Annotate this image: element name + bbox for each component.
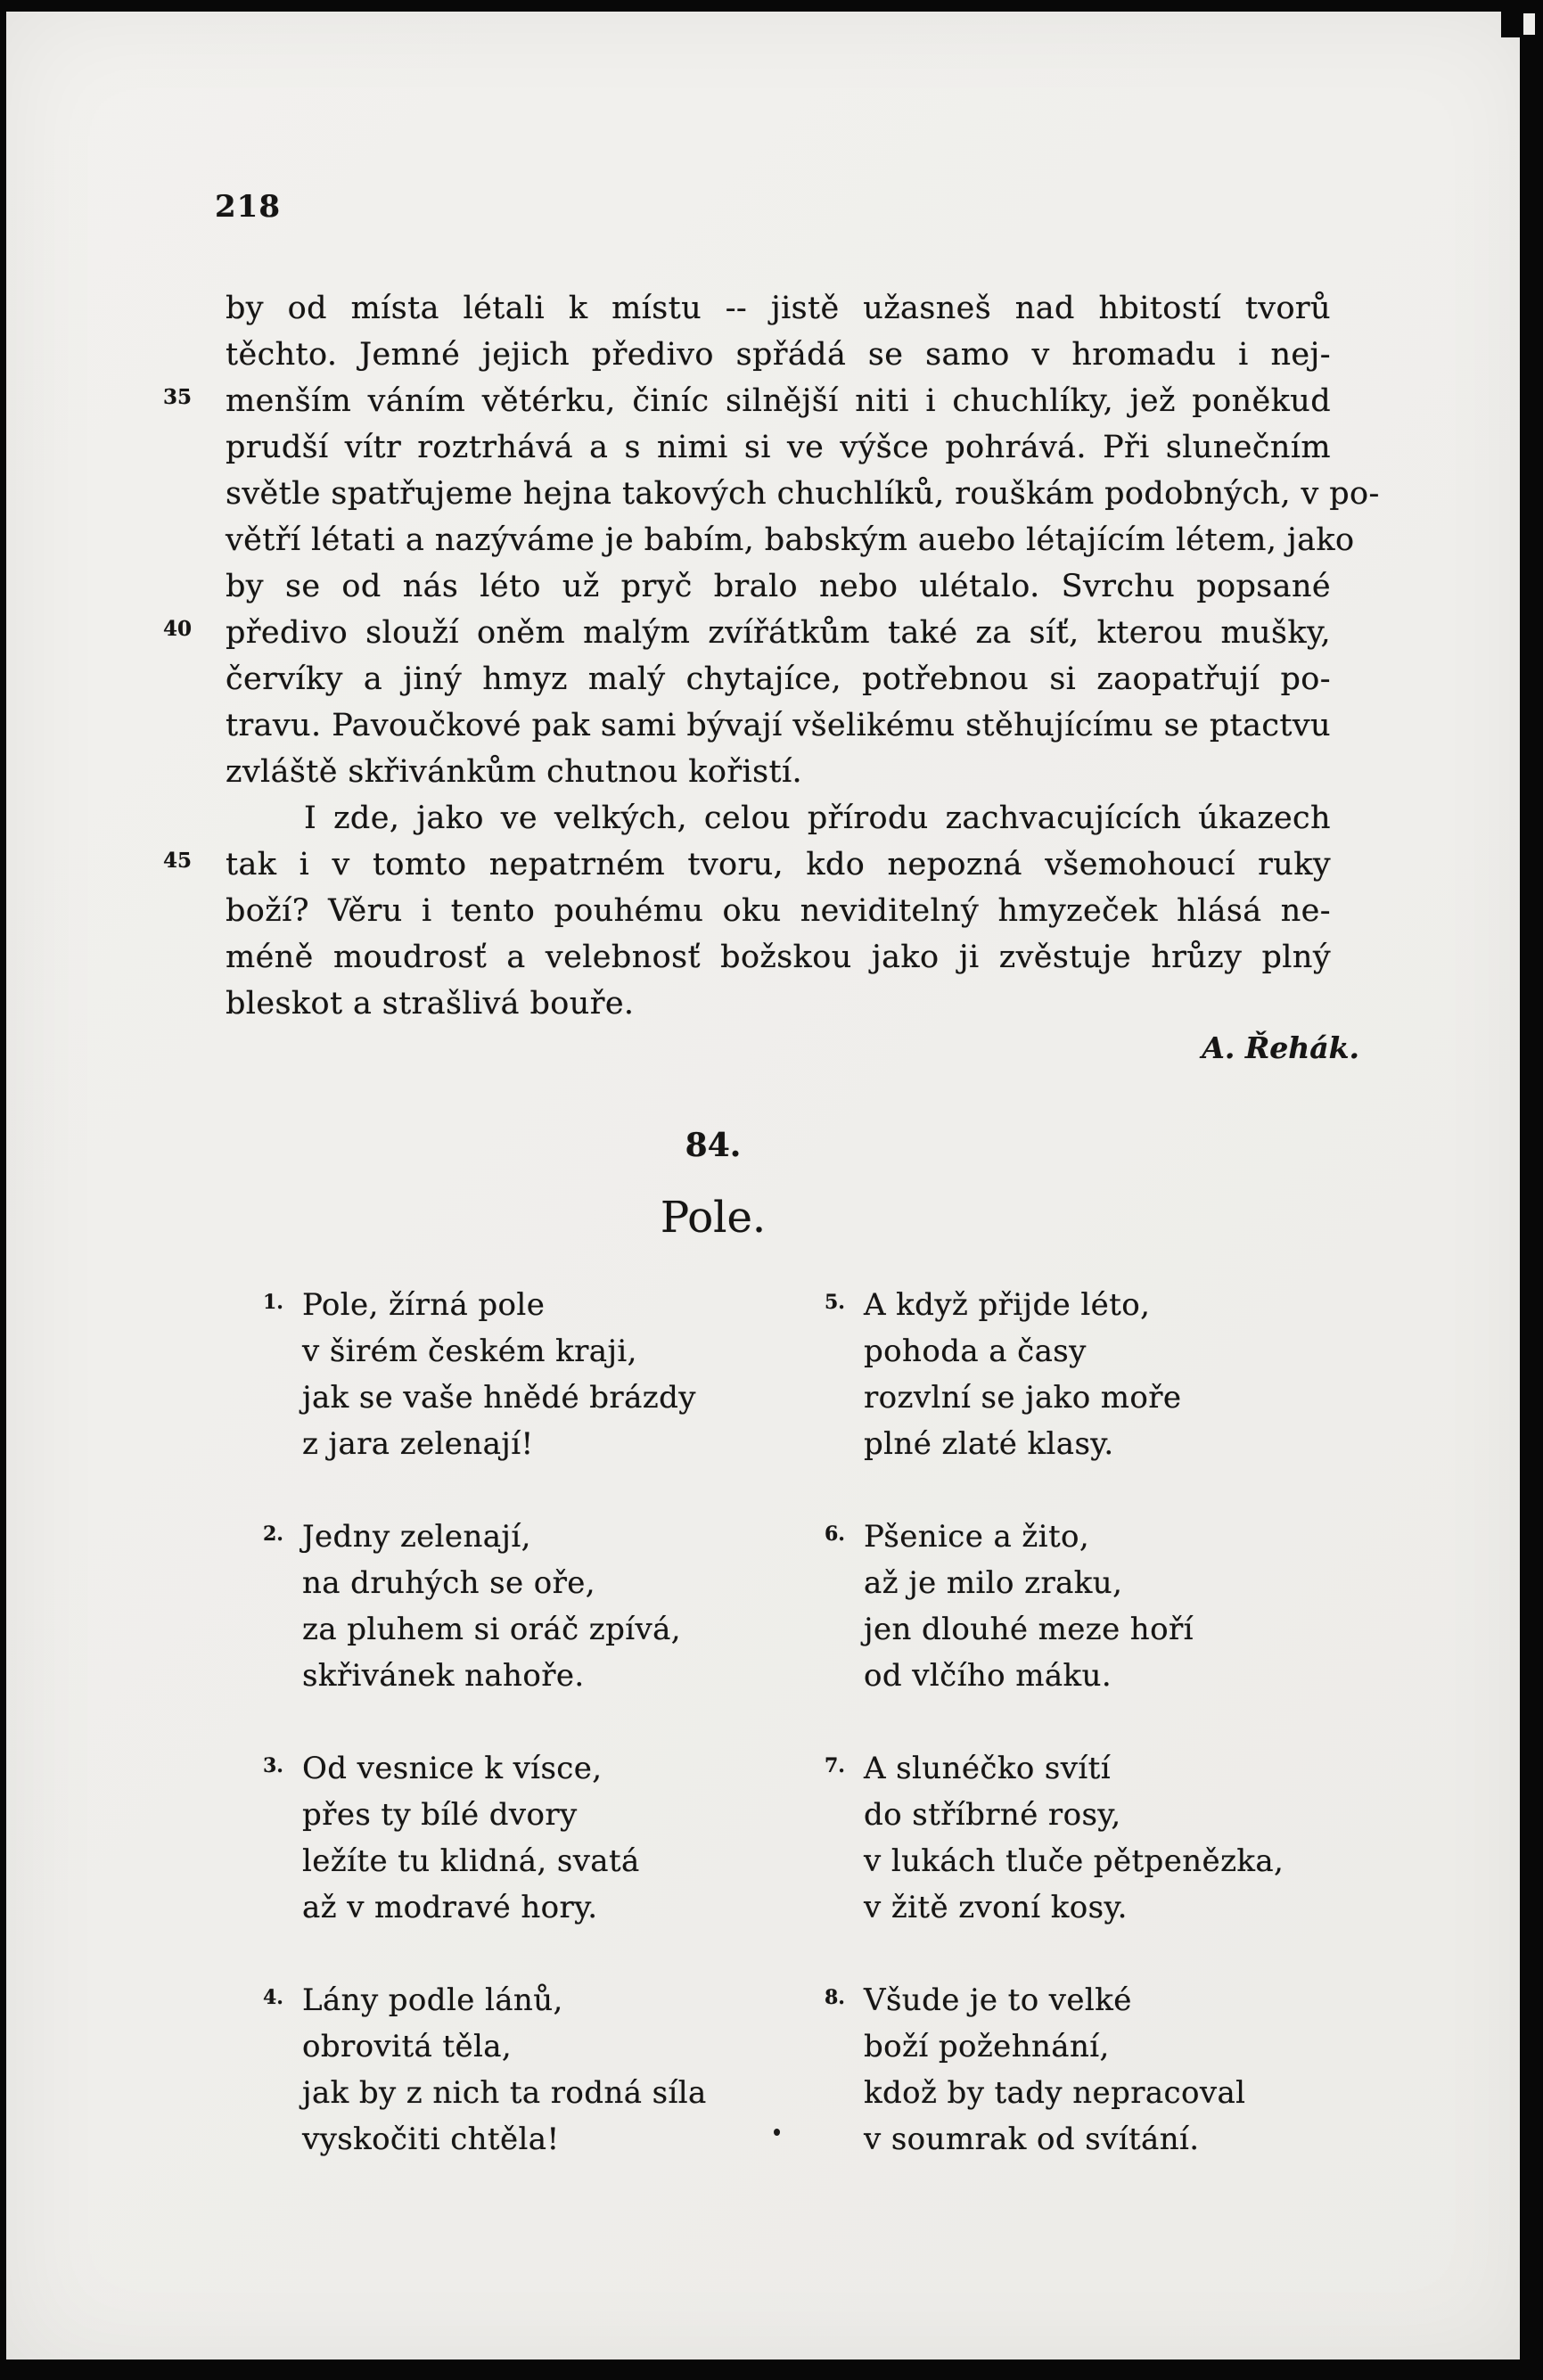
prose-line-text: světle spatřujeme hejna takových chuchlíků, rouškám podobných, v po-	[226, 476, 1380, 512]
stanza-6	[825, 1514, 1377, 1699]
prose-line-text: prudší vítr roztrhává a s nimi si ve výšce pohrává. Při slunečním	[226, 430, 1331, 465]
margin-line-number: 40	[163, 617, 193, 641]
verse-line: pohoda a časy	[864, 1334, 1087, 1369]
verse-line: Lány podle lánů,	[302, 1982, 563, 2018]
verse-line: na druhých se oře,	[302, 1565, 595, 1601]
prose-line	[226, 563, 1331, 610]
ink-speck	[774, 2129, 780, 2136]
stanza-number: 1.	[263, 1291, 283, 1314]
prose-line-text: méně moudrosť a velebnosť božskou jako ji zvěstuje hrůzy plný	[226, 940, 1331, 975]
stanza-number: 6.	[825, 1522, 845, 1546]
verse-line: od vlčího máku.	[864, 1658, 1112, 1694]
verse-line: v lukách tluče pětpenězka,	[864, 1843, 1284, 1879]
stanza-number: 2.	[263, 1522, 283, 1546]
poem-title: Pole.	[660, 1193, 767, 1243]
verse-line: A slunéčko svítí	[864, 1751, 1111, 1786]
verse-line: až je milo zraku,	[864, 1565, 1123, 1601]
verse-line: v žitě zvoní kosy.	[864, 1890, 1128, 1925]
verse-line: plné zlaté klasy.	[864, 1426, 1114, 1462]
prose-line-text: I zde, jako ve velkých, celou přírodu zachvacujících úkazech	[304, 800, 1331, 836]
prose-line-text: by od místa létali k místu -- jistě užasneš nad hbitostí tvorů	[226, 291, 1331, 326]
verse-line: Od vesnice k vísce,	[302, 1751, 603, 1786]
prose-line-text: boží? Věru i tento pouhému oku neviditelný hmyzeček hlásá ne-	[226, 893, 1331, 929]
prose-line	[226, 332, 1331, 378]
stanza-number: 7.	[825, 1754, 845, 1777]
prose-line	[226, 934, 1331, 981]
margin-line-number: 45	[163, 849, 193, 873]
prose-line-text: bleskot a strašlivá bouře.	[226, 986, 635, 1022]
stanza-number: 5.	[825, 1291, 845, 1314]
prose-line-text: travu. Pavoučkové pak sami bývají všelikému stěhujícímu se ptactvu	[226, 708, 1331, 743]
prose-line-text: předivo slouží oněm malým zvířátkům také za síť, kterou mušky,	[226, 615, 1331, 651]
verse-line: Všude je to velké	[864, 1982, 1132, 2018]
stanza-7	[825, 1745, 1377, 1931]
scan-border-left	[0, 0, 6, 2380]
scan-border-corner	[1501, 0, 1543, 37]
stanza-2	[263, 1514, 816, 1699]
verse-line: jak se vaše hnědé brázdy	[302, 1380, 696, 1416]
poem-column-left	[263, 1282, 816, 2209]
prose-line	[226, 749, 1331, 795]
prose-line-text: větří létati a nazýváme je babím, babským auebo létajícím létem, jako	[226, 522, 1355, 558]
stanza-1	[263, 1282, 816, 1467]
verse-line: Pole, žírná pole	[302, 1287, 546, 1323]
prose-line	[163, 610, 1331, 656]
prose-line-text: těchto. Jemné jejich předivo spřádá se samo v hromadu i nej-	[226, 337, 1331, 373]
verse-line: A když přijde léto,	[864, 1287, 1151, 1323]
verse-line: jen dlouhé meze hoří	[864, 1612, 1194, 1647]
stanza-number: 8.	[825, 1986, 845, 2009]
verse-line: z jara zelenají!	[302, 1426, 534, 1462]
verse-line: až v modravé hory.	[302, 1890, 598, 1925]
prose-line	[226, 471, 1380, 517]
verse-line: ležíte tu klidná, svatá	[302, 1843, 640, 1879]
prose-line	[226, 702, 1331, 749]
scan-border-top	[0, 0, 1543, 12]
verse-line: skřivánek nahoře.	[302, 1658, 585, 1694]
margin-line-number: 35	[163, 385, 193, 409]
poem-number-heading: 84.	[685, 1127, 742, 1164]
prose-line	[226, 424, 1331, 471]
prose-line	[163, 378, 1331, 424]
verse-line: jak by z nich ta rodná síla	[302, 2075, 707, 2111]
prose-line	[226, 656, 1331, 702]
poem-column-right	[825, 1282, 1377, 2209]
prose-line	[226, 517, 1355, 563]
prose-line	[226, 981, 1331, 1027]
verse-line: Pšenice a žito,	[864, 1519, 1090, 1555]
prose-line-text: menším váním větérku, činíc silnější niti i chuchlíky, jež poněkud	[226, 383, 1331, 419]
prose-line-text: červíky a jiný hmyz malý chytajíce, potřebnou si zaopatřují po-	[226, 661, 1331, 697]
verse-line: kdož by tady nepracoval	[864, 2075, 1246, 2111]
prose-line-text: zvláště skřivánkům chutnou kořistí.	[226, 754, 803, 790]
stanza-number: 3.	[263, 1754, 283, 1777]
stanza-4	[263, 1977, 816, 2163]
prose-line	[163, 841, 1331, 888]
prose-line-text: by se od nás léto už pryč bralo nebo ulétalo. Svrchu popsané	[226, 569, 1331, 604]
verse-line: za pluhem si oráč zpívá,	[302, 1612, 682, 1647]
scan-border-right	[1520, 0, 1543, 2380]
prose-line	[226, 285, 1331, 332]
page-number: 218	[215, 189, 281, 225]
prose-line	[226, 888, 1331, 934]
stanza-3	[263, 1745, 816, 1931]
prose-passage	[163, 285, 1380, 1027]
prose-line-text: tak i v tomto nepatrném tvoru, kdo nepozná všemohoucí ruky	[226, 847, 1331, 882]
verse-line: obrovitá těla,	[302, 2029, 513, 2064]
verse-line: rozvlní se jako moře	[864, 1380, 1182, 1416]
verse-line: v širém českém kraji,	[302, 1334, 637, 1369]
prose-line	[226, 795, 1331, 841]
verse-line: vyskočiti chtěla!	[302, 2121, 560, 2157]
stanza-number: 4.	[263, 1986, 283, 2009]
author-attribution: A. Řehák.	[1202, 1030, 1359, 1065]
scan-border-bottom	[0, 2359, 1543, 2380]
stanza-8	[825, 1977, 1377, 2163]
verse-line: boží požehnání,	[864, 2029, 1110, 2064]
verse-line: Jedny zelenají,	[302, 1519, 531, 1555]
verse-line: přes ty bílé dvory	[302, 1797, 578, 1833]
scan-border-notch	[1523, 13, 1535, 35]
verse-line: v soumrak od svítání.	[864, 2121, 1200, 2157]
stanza-5	[825, 1282, 1377, 1467]
verse-line: do stříbrné rosy,	[864, 1797, 1121, 1833]
